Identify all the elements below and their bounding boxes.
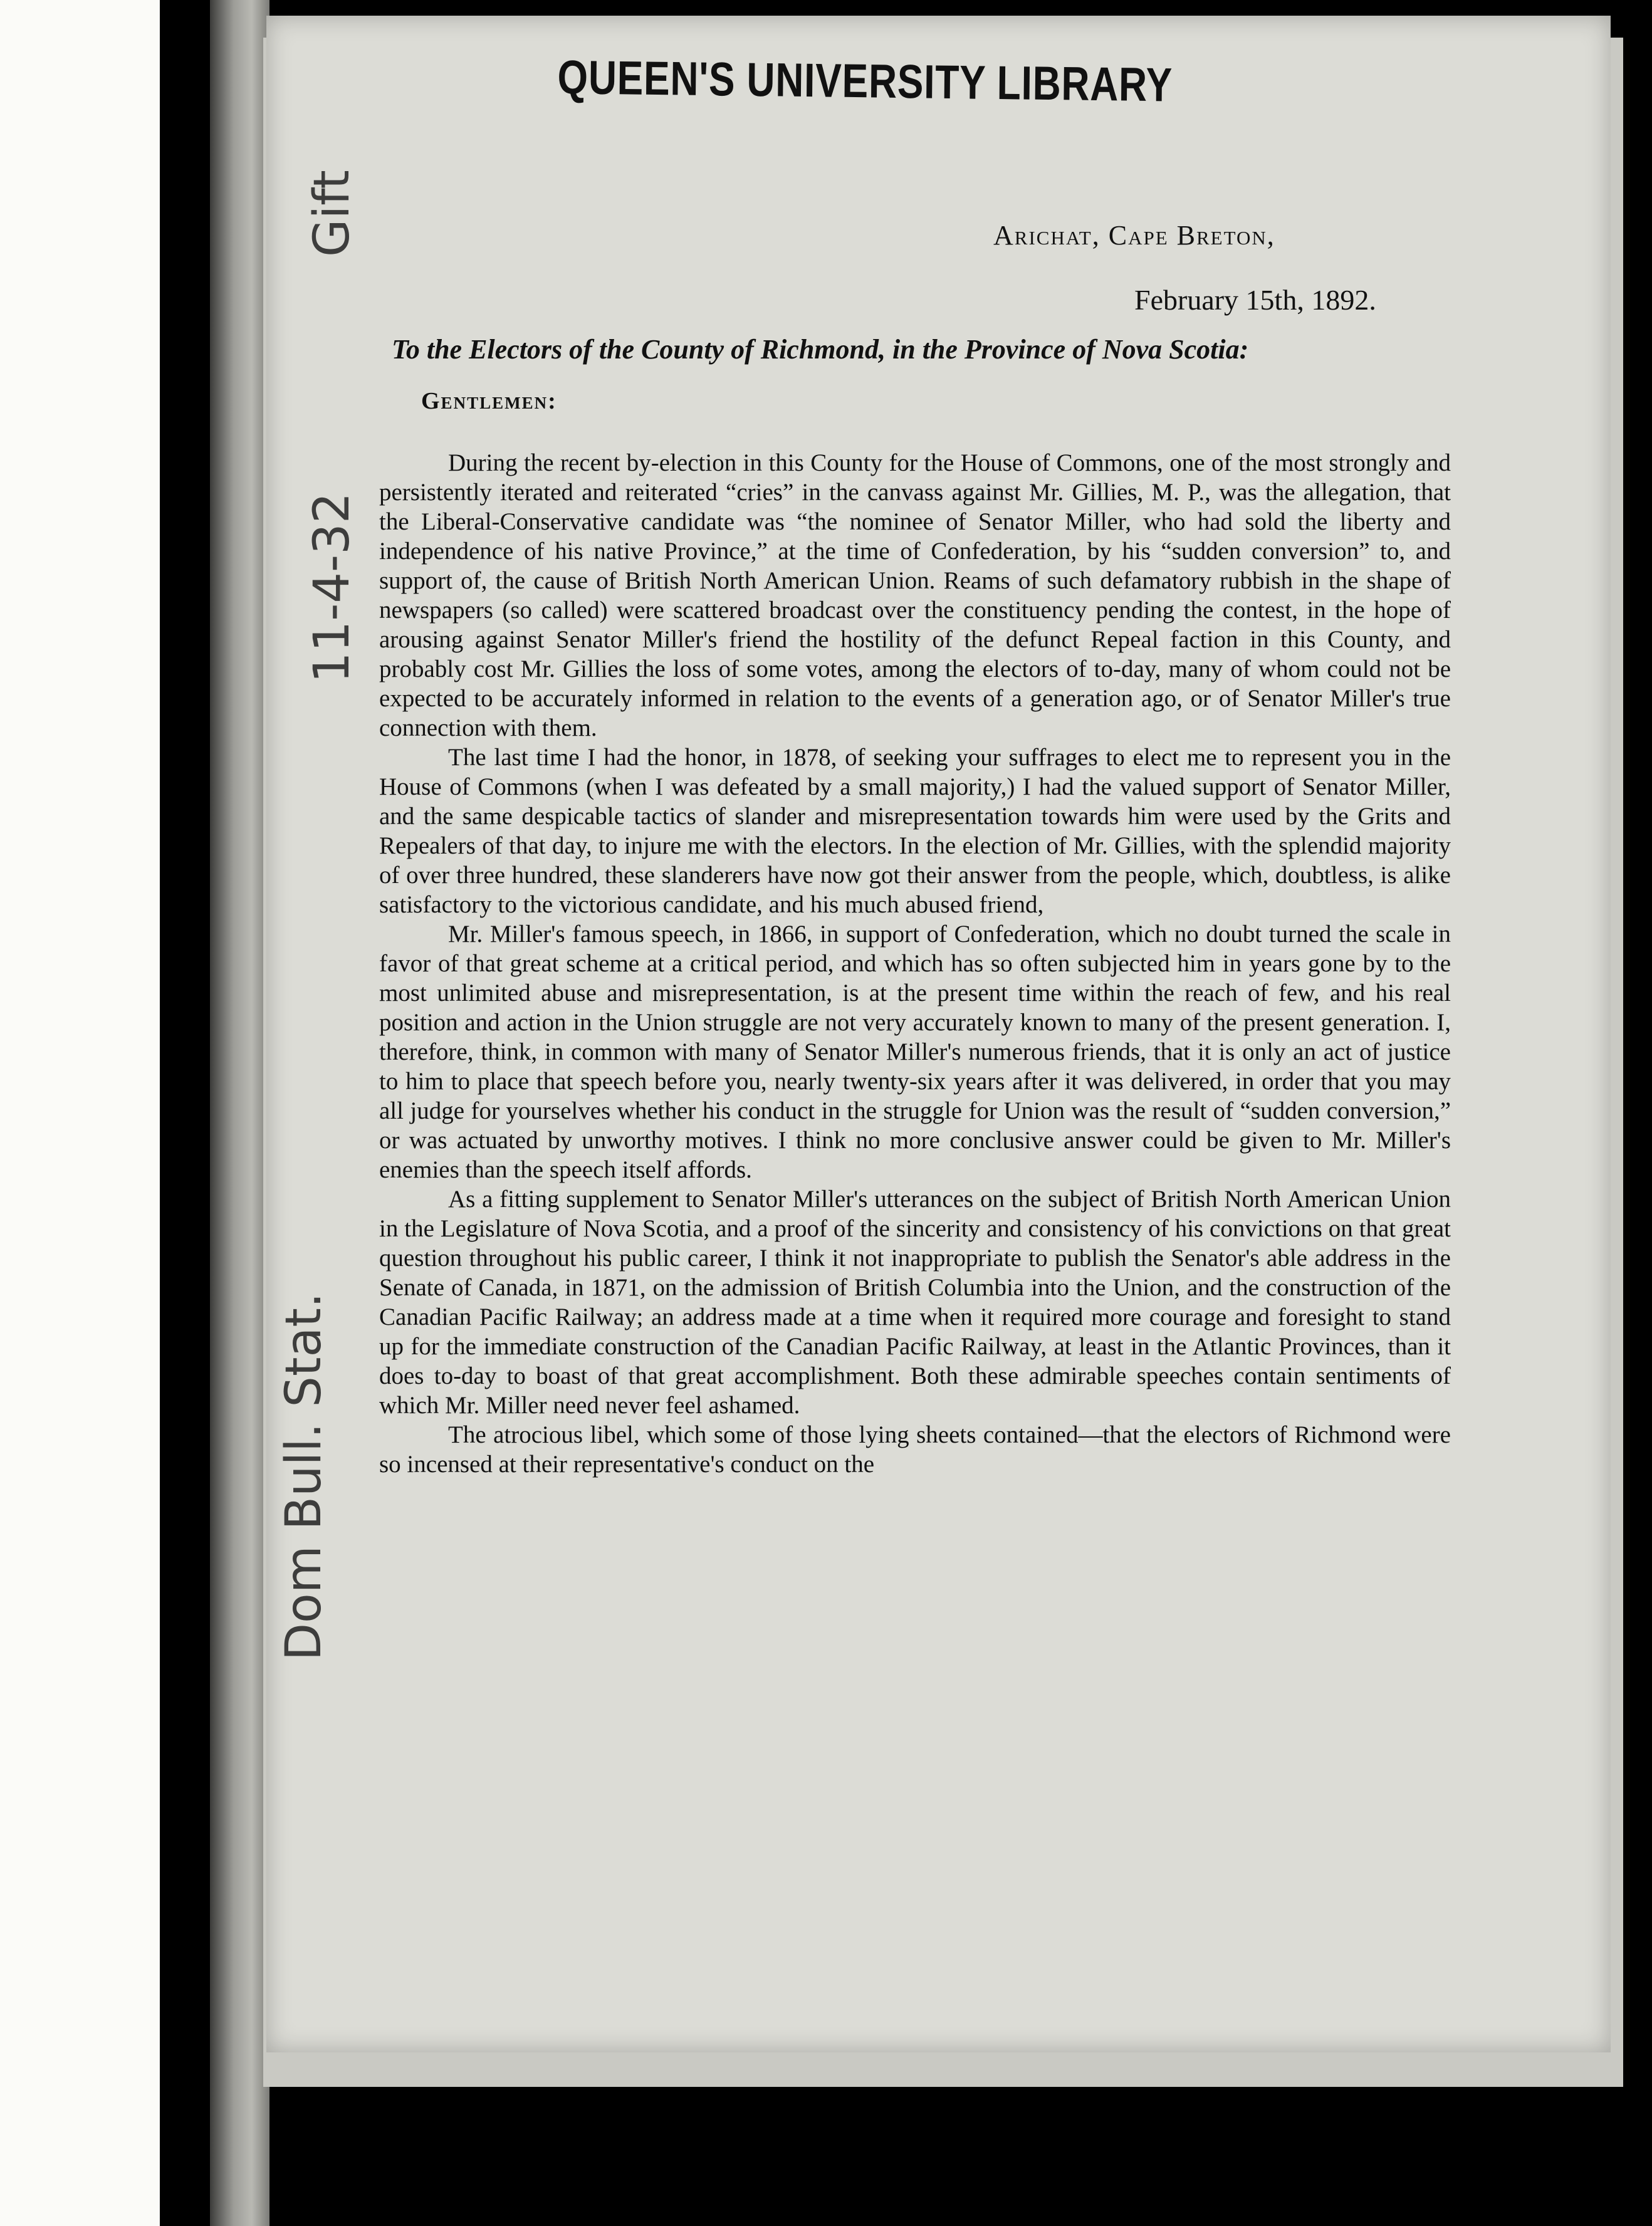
paragraph: The atrocious libel, which some of those lying sheets contained—that the electors of Richmond were so incensed at their representative's conduct on the — [379, 1421, 1451, 1478]
paragraph: The last time I had the honor, in 1878, of seeking your suffrages to elect me to represent you in the House of Commons (when I was defeated by a small majority,) I had the valued support of Senator Miller, and the same despicable tactics of slander and misrepresentation towards him were used by the Grits and Repealers of that day, to injure me with the electors. In the election of Mr. Gillies, with the splendid majority of over three hundred, these slanderers have now got their answer from the people, which, doubtless, is alike satisfactory to the victorious candidate, and his much abused friend, — [379, 744, 1451, 918]
margin-note-gift: Gift — [304, 170, 360, 257]
letter-date: February 15th, 1892. — [1134, 284, 1376, 316]
paragraph: During the recent by-election in this County for the House of Commons, one of the most strongly and persistently iterated and reiterated “cries” in the canvass against Mr. Gillies, M. P., was the allegation, that the Liberal-Conservative candidate was “the nominee of Senator Miller, who had sold the liberty and independence of his native Province,” at the time of Confederation, by his “sudden conversion” to, and support of, the cause of British North American Union. Reams of such defamatory rubbish in the shape of newspapers (so called) were scattered broadcast over the constituency pending the contest, in the hope of arousing against Senator Miller's friend the hostility of the defunct Repeal faction in this County, and probably cost Mr. Gillies the loss of some votes, among the electors of to-day, many of whom could not be expected to be accurately informed in relation to the events of a generation ago, or of Senator Miller's true connection with them. — [379, 449, 1451, 741]
letter-dateline: Arichat, Cape Breton, — [993, 220, 1275, 251]
paragraph: Mr. Miller's famous speech, in 1866, in support of Confederation, which no doubt turned the scale in favor of that great scheme at a critical period, and which has so often subjected him in years gone by to the most unlimited abuse and misrepresentation, is at the present time within the reach of few, and his real position and action in the Union struggle are not very accurately known to many of the present generation. I, therefore, think, in common with many of Senator Miller's numerous friends, that it is only an act of justice to him to place that speech before you, nearly twenty-six years after it was delivered, in order that you may all judge for yourselves whether his conduct in the struggle for Union was the result of “sudden conversion,” or was actuated by unworthy motives. I think no more conclusive answer could be given to Mr. Miller's enemies than the speech itself affords. — [379, 921, 1451, 1183]
library-stamp: QUEEN'S UNIVERSITY LIBRARY — [557, 50, 1173, 112]
letter-body — [379, 448, 1451, 1479]
paragraph: As a fitting supplement to Senator Miller's utterances on the subject of British North American Union in the Legislature of Nova Scotia, and a proof of the sincerity and consistency of his convictions on that great question throughout his public career, I think it not inappropriate to publish the Senator's able address in the Senate of Canada, in 1871, on the admission of British Columbia into the Union, and the construction of the Canadian Pacific Railway; an address made at a time when it required more courage and foresight to stand up for the immediate construction of the Canadian Pacific Railway, at least in the Atlantic Provinces, than it does to-day to boast of that great accomplishment. Both these admirable speeches contain sentiments of which Mr. Miller need never feel ashamed. — [379, 1186, 1451, 1419]
letter-address: To the Electors of the County of Richmond, in the Province of Nova Scotia: — [392, 334, 1249, 365]
margin-note-shelf: Dom Bull. Stat. — [276, 1292, 332, 1661]
binding-strip — [210, 0, 269, 2226]
scan-left-margin — [0, 0, 160, 2226]
letter-salutation: Gentlemen: — [421, 388, 557, 414]
margin-note-accession: 11-4-32 — [304, 492, 360, 683]
